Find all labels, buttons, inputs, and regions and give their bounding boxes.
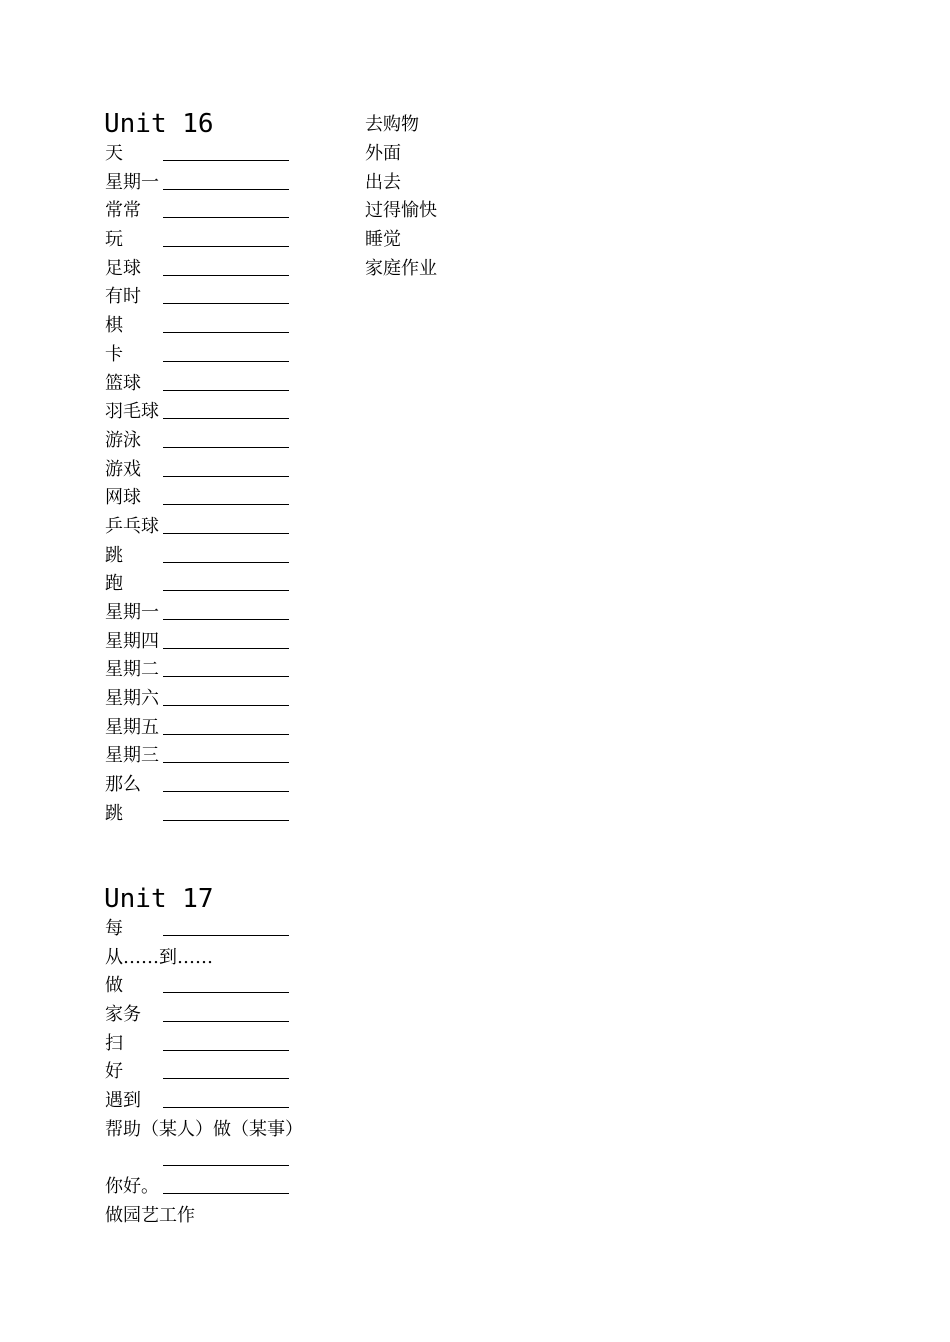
- side-vocab-term: 过得愉快: [365, 200, 437, 222]
- vocab-term: 卡: [105, 343, 123, 365]
- vocab-term: 从……到……: [105, 946, 213, 968]
- vocab-term: 星期一: [105, 171, 159, 193]
- vocab-term: 棋: [105, 315, 123, 337]
- vocab-item: [105, 685, 365, 714]
- answer-blank-line[interactable]: [163, 1050, 289, 1051]
- answer-blank-line[interactable]: [163, 705, 289, 706]
- answer-blank-line[interactable]: [163, 820, 289, 821]
- vocab-term: 你好。: [105, 1176, 159, 1198]
- vocab-item: [105, 312, 365, 341]
- vocab-item: [105, 1087, 365, 1116]
- answer-blank-line[interactable]: [163, 217, 289, 218]
- side-vocab-term: 去购物: [365, 114, 419, 135]
- vocab-term: 网球: [105, 487, 141, 509]
- vocab-term: 跳: [105, 544, 123, 566]
- vocab-term: 羽毛球: [105, 401, 159, 423]
- answer-blank-line[interactable]: [163, 160, 289, 161]
- vocab-term: 好: [105, 1061, 123, 1083]
- vocab-term: 有时: [105, 286, 141, 308]
- unit-16-title: Unit 16: [104, 109, 214, 139]
- vocab-term: 星期三: [105, 745, 159, 767]
- vocab-item: [105, 599, 365, 628]
- answer-blank-line[interactable]: [163, 390, 289, 391]
- vocab-term: 星期四: [105, 630, 159, 652]
- vocab-term: 星期五: [105, 716, 159, 738]
- vocab-term: 那么: [105, 774, 141, 796]
- vocab-item: [105, 714, 365, 743]
- vocab-item: [105, 370, 365, 399]
- vocab-item: [105, 1202, 365, 1231]
- answer-blank-line[interactable]: [163, 361, 289, 362]
- answer-blank-line[interactable]: [163, 676, 289, 677]
- vocab-item: [105, 513, 365, 542]
- vocab-term: 篮球: [105, 372, 141, 394]
- vocab-term: 遇到: [105, 1090, 141, 1112]
- answer-blank-line[interactable]: [163, 189, 289, 190]
- side-vocab-term: 出去: [365, 171, 401, 193]
- vocab-item: [105, 628, 365, 657]
- vocab-term: 游戏: [105, 458, 141, 480]
- vocab-item: [105, 742, 365, 771]
- vocab-item: [105, 800, 365, 829]
- answer-blank-line[interactable]: [163, 504, 289, 505]
- vocab-term: 天: [105, 143, 123, 164]
- vocab-term: 跳: [105, 802, 123, 824]
- vocab-item: [105, 197, 365, 226]
- side-vocab-term: 家庭作业: [365, 257, 437, 279]
- unit-16-vocab-list: [105, 140, 365, 829]
- answer-blank-line[interactable]: [163, 418, 289, 419]
- answer-blank-line[interactable]: [163, 762, 289, 763]
- answer-blank-line[interactable]: [163, 303, 289, 304]
- vocab-item: [105, 1001, 365, 1030]
- answer-blank-line[interactable]: [163, 476, 289, 477]
- vocab-item: [105, 1173, 365, 1202]
- vocab-term: 做: [105, 975, 123, 997]
- vocab-term: 星期二: [105, 659, 159, 681]
- vocab-item: [105, 398, 365, 427]
- vocab-term: 星期六: [105, 688, 159, 710]
- answer-blank-line[interactable]: [163, 590, 289, 591]
- vocab-item: [105, 771, 365, 800]
- vocab-item: [105, 484, 365, 513]
- vocab-item: [105, 140, 365, 169]
- vocab-term: 常常: [105, 200, 141, 222]
- side-vocab-term: 外面: [365, 142, 401, 164]
- answer-blank-line[interactable]: [163, 1078, 289, 1079]
- answer-blank-line[interactable]: [163, 791, 289, 792]
- vocab-item: [105, 944, 365, 973]
- vocab-item: [105, 1058, 365, 1087]
- vocab-term: 帮助（某人）做（某事）: [105, 1118, 303, 1140]
- answer-blank-line[interactable]: [163, 562, 289, 563]
- answer-blank-line[interactable]: [163, 648, 289, 649]
- answer-blank-line[interactable]: [163, 992, 289, 993]
- vocab-item: [105, 1030, 365, 1059]
- answer-blank-line[interactable]: [163, 1107, 289, 1108]
- vocab-item: [105, 341, 365, 370]
- vocab-item: [105, 542, 365, 571]
- answer-blank-line[interactable]: [163, 1193, 289, 1194]
- vocab-term: 每: [105, 918, 123, 939]
- vocab-term: 家务: [105, 1004, 141, 1026]
- vocab-item: [105, 1116, 365, 1145]
- vocab-term: 乒乓球: [105, 515, 159, 537]
- vocab-term: 星期一: [105, 602, 159, 623]
- unit-17-title: Unit 17: [104, 884, 214, 914]
- answer-blank-line[interactable]: [163, 619, 289, 620]
- answer-blank-line[interactable]: [163, 1021, 289, 1022]
- vocab-item: [105, 427, 365, 456]
- answer-blank-line[interactable]: [163, 275, 289, 276]
- vocab-item: [105, 972, 365, 1001]
- vocab-item: [105, 226, 365, 255]
- vocab-term: 玩: [105, 229, 123, 251]
- vocab-item: [105, 570, 365, 599]
- vocab-item: [105, 915, 365, 944]
- answer-blank-line[interactable]: [163, 246, 289, 247]
- vocab-term: 做园艺工作: [105, 1204, 195, 1226]
- side-vocab-term: 睡觉: [365, 229, 401, 251]
- answer-blank-line[interactable]: [163, 332, 289, 333]
- vocab-item: [105, 656, 365, 685]
- answer-blank-line[interactable]: [163, 447, 289, 448]
- vocab-item: [105, 283, 365, 312]
- answer-blank-line[interactable]: [163, 533, 289, 534]
- unit-16-side-list: [365, 111, 437, 284]
- vocab-term: 跑: [105, 573, 123, 595]
- vocab-item: [105, 456, 365, 485]
- answer-blank-line[interactable]: [163, 935, 289, 936]
- vocab-item: [105, 255, 365, 284]
- vocab-term: 足球: [105, 257, 141, 279]
- answer-blank-line[interactable]: [163, 734, 289, 735]
- vocab-item: [105, 169, 365, 198]
- answer-blank-line[interactable]: [163, 1165, 289, 1166]
- vocab-item: [105, 1145, 365, 1174]
- vocab-term: 游泳: [105, 429, 141, 451]
- vocab-term: 扫: [105, 1032, 123, 1054]
- unit-17-vocab-list: [105, 915, 365, 1231]
